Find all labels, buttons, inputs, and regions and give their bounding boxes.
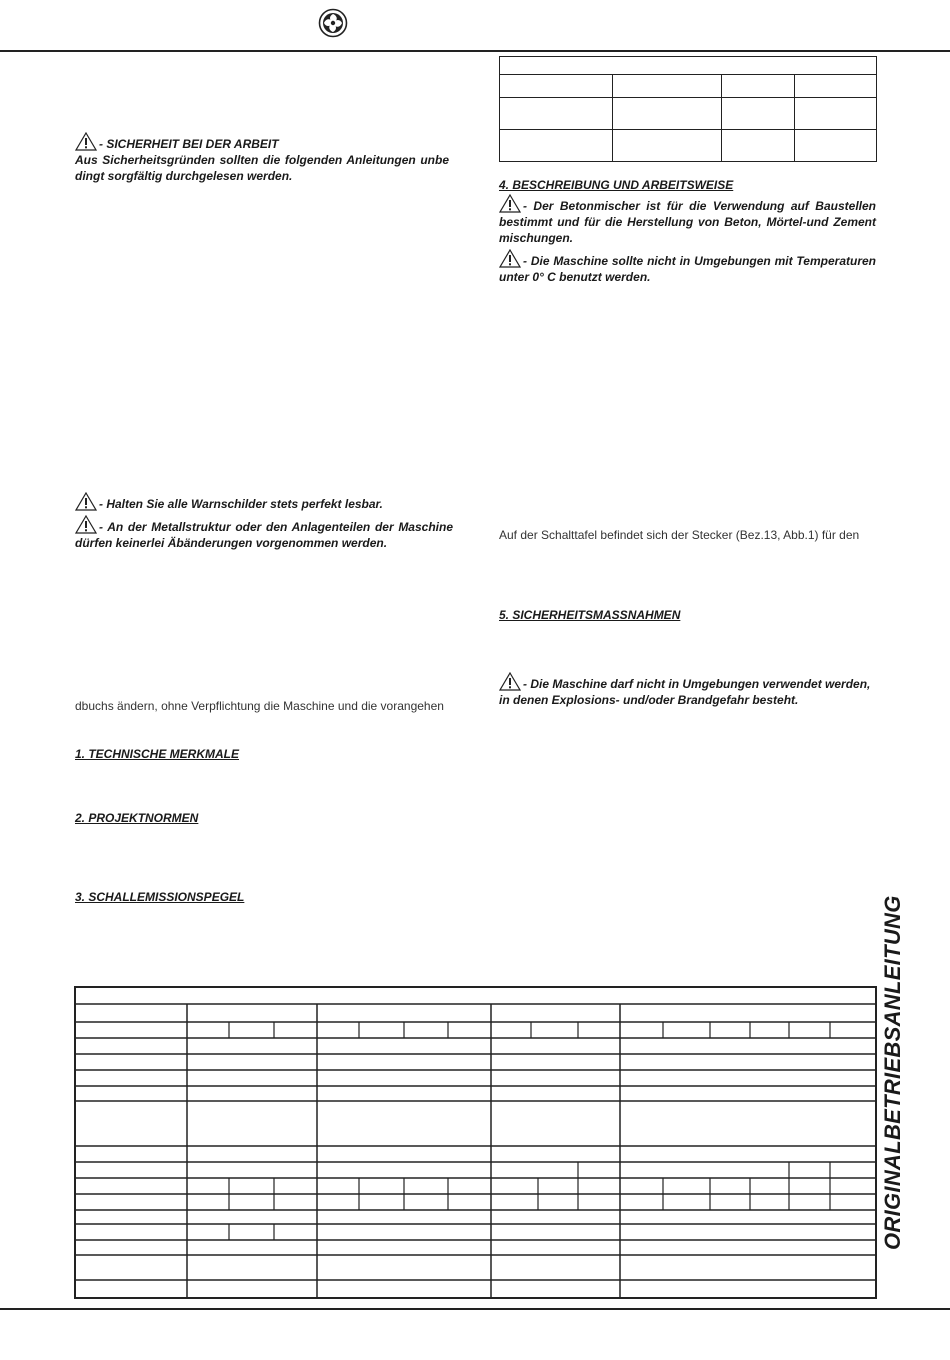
warning-signs-text: - Halten Sie alle Warnschilder stets perfekt lesbar. (99, 497, 383, 511)
warning-triangle-icon (75, 132, 97, 151)
heading-technical-features: 1. TECHNISCHE MERKMALE (75, 747, 240, 761)
footer-rule (0, 1308, 950, 1310)
safety-title: - SICHERHEIT BEI DER ARBEIT (99, 137, 279, 151)
warning-triangle-icon (75, 515, 97, 534)
heading-description: 4. BESCHREIBUNG UND ARBEITSWEISE (499, 178, 734, 192)
explosion-text: - Die Maschine darf nicht in Umgebungen verwendet werden, in denen Explosions- und/oder Brandgefahr besteht. (499, 677, 871, 707)
side-title: ORIGINALBETRIEBSANLEITUNG (880, 895, 905, 1250)
explosion-paragraph (499, 672, 878, 708)
no-modifications-paragraph (75, 515, 453, 551)
usage-text: - Der Betonmischer ist für die Verwendung auf Baustellen bestimmt und für die Herstellung von Beton, Mörtel-und Zement mischungen. (499, 199, 876, 245)
warning-signs-paragraph (75, 492, 453, 512)
manual-changes-line: dbuchs ändern, ohne Verpflichtung die Maschine und die vorangehen (75, 699, 444, 713)
switchboard-line: Auf der Schalttafel befindet sich der Stecker (Bez.13, Abb.1) für den (499, 528, 860, 542)
usage-paragraph (499, 194, 876, 246)
top-right-table (499, 56, 877, 162)
header-rule (0, 50, 950, 52)
warning-triangle-icon (499, 194, 521, 213)
temperature-paragraph (499, 249, 876, 285)
no-modifications-text: - An der Metallstruktur oder den Anlagenteilen der Maschine dürfen keinerlei Äbänderungen vorgenommen werden. (75, 520, 453, 550)
warning-triangle-icon (75, 492, 97, 511)
company-logo-icon (318, 8, 348, 38)
heading-project-norms: 2. PROJEKTNORMEN (75, 811, 199, 825)
technical-data-table (74, 986, 878, 1300)
temperature-text: - Die Maschine sollte nicht in Umgebungen mit Temperaturen unter 0° C benutzt werden. (499, 254, 876, 284)
heading-safety-measures: 5. SICHERHEITSMASSNAHMEN (499, 608, 681, 622)
warning-triangle-icon (499, 672, 521, 691)
heading-noise-level: 3. SCHALLEMISSIONSPEGEL (75, 890, 245, 904)
safety-paragraph (75, 132, 449, 184)
safety-body: Aus Sicherheitsgründen sollten die folgenden Anleitungen unbe dingt sorgfältig durchgelesen werden. (75, 153, 449, 183)
warning-triangle-icon (499, 249, 521, 268)
